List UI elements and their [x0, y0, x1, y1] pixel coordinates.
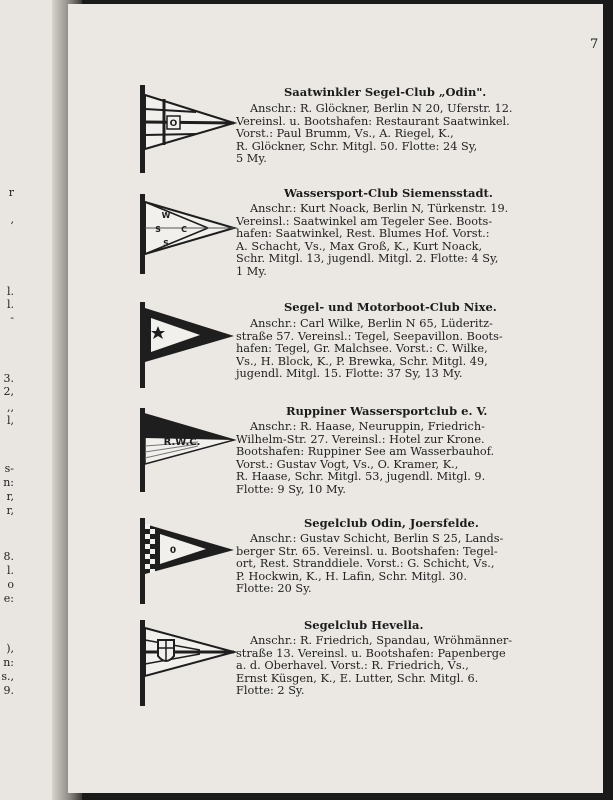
club-details: [236, 318, 532, 381]
page-number: 7: [590, 37, 599, 52]
svg-text:0: 0: [169, 546, 177, 556]
club-detail-line: R. Haase, Schr. Mitgl. 53, jugendl. Mitgl. 9.: [236, 470, 486, 484]
club-detail-line: Flotte: 9 Sy, 10 My.: [236, 482, 347, 496]
club-detail-line: Vereinsl. u. Bootshafen: Restaurant Saatwinkel.: [236, 114, 510, 128]
club-detail-line: Ernst Küsgen, K., E. Lutter, Schr. Mitgl. 6.: [236, 671, 479, 685]
nixe-pennant-icon: [138, 298, 238, 390]
left-margin-char: 8.: [3, 550, 14, 563]
club-detail-line: Vs., H. Block, K., P. Brewka, Schr. Mitgl. 49,: [236, 354, 488, 368]
club-name: Wassersport-Club Siemensstadt.: [284, 186, 493, 200]
left-margin-char: 2,: [3, 385, 14, 398]
left-margin-char: ,: [10, 213, 14, 226]
club-detail-line: hafen: Tegel, Gr. Malchsee. Vorst.: C. Wilke,: [236, 342, 488, 356]
club-detail-line: Bootshafen: Ruppiner See am Wasserbauhof.: [236, 445, 495, 459]
club-detail-line: a. d. Oberhavel. Vorst.: R. Friedrich, Vs.,: [236, 659, 469, 673]
flag-text: R.W.C.: [163, 437, 201, 448]
club-name: Segelclub Hevella.: [304, 618, 424, 632]
left-margin-char: -: [10, 311, 14, 324]
club-detail-line: P. Hockwin, K., H. Lafin, Schr. Mitgl. 30.: [236, 569, 467, 583]
left-margin-char: s-: [4, 462, 14, 475]
club-detail-line: straße 57. Vereinsl.: Tegel, Seepavillon. Boots-: [236, 329, 503, 343]
club-name: Saatwinkler Segel-Club „Odin".: [284, 85, 487, 99]
club-details: [236, 421, 532, 497]
club-name: Segel- und Motorboot-Club Nixe.: [284, 300, 497, 314]
club-detail-line: A. Schacht, Vs., Max Groß, K., Kurt Noack,: [236, 239, 483, 253]
club-detail-line: Anschr.: R. Friedrich, Spandau, Wröhmänner-: [250, 634, 513, 647]
club-details: [236, 103, 532, 166]
left-margin-char: r,: [6, 490, 14, 503]
rwc-pennant-icon: [138, 402, 238, 494]
club-detail-line: Anschr.: Carl Wilke, Berlin N 65, Lüderitz-: [250, 317, 493, 330]
wssc-pennant-icon: [138, 184, 238, 276]
hevella-pennant-icon: [138, 616, 238, 708]
club-name: Ruppiner Wassersportclub e. V.: [286, 404, 488, 418]
left-margin-char: s.,: [1, 670, 14, 683]
left-page-edge: [0, 0, 58, 800]
left-margin-char: l.: [6, 564, 14, 577]
left-margin-char: o: [7, 578, 14, 591]
club-detail-line: Anschr.: Kurt Noack, Berlin N, Türkenstr. 19.: [250, 202, 509, 215]
left-margin-char: n:: [3, 476, 14, 489]
club-detail-line: Anschr.: R. Haase, Neuruppin, Friedrich-: [250, 420, 485, 433]
left-margin-char: l,: [6, 414, 14, 427]
club-detail-line: Schr. Mitgl. 13, jugendl. Mitgl. 2. Flotte: 4 Sy,: [236, 252, 499, 266]
club-detail-line: Vorst.: Gustav Vogt, Vs., O. Kramer, K.,: [236, 457, 459, 471]
club-details: [236, 203, 532, 279]
club-detail-line: ort, Rest. Stranddiele. Vorst.: G. Schicht, Vs.,: [236, 557, 495, 571]
club-detail-line: jugendl. Mitgl. 15. Flotte: 37 Sy, 13 My.: [236, 367, 463, 381]
club-detail-line: Anschr.: R. Glöckner, Berlin N 20, Uferstr. 12.: [250, 102, 513, 115]
book-page: [68, 4, 603, 793]
left-margin-char: r: [8, 186, 14, 199]
club-detail-line: berger Str. 65. Vereinsl. u. Bootshafen: Tegel-: [236, 544, 498, 558]
club-detail-line: Vorst.: Paul Brumm, Vs., A. Riegel, K.,: [236, 127, 454, 141]
club-detail-line: Vereinsl.: Saatwinkel am Tegeler See. Boots-: [236, 214, 493, 228]
left-margin-char: 3.: [3, 372, 14, 385]
club-name: Segelclub Odin, Joersfelde.: [304, 516, 479, 530]
club-detail-line: hafen: Saatwinkel, Rest. Blumes Hof. Vorst.:: [236, 227, 490, 241]
club-detail-line: Wilhelm-Str. 27. Vereinsl.: Hotel zur Krone.: [236, 432, 485, 446]
club-detail-line: straße 13. Vereinsl. u. Bootshafen: Papenberge: [236, 646, 506, 660]
flag-letter: C: [181, 225, 187, 234]
club-detail-line: R. Glöckner, Schr. Mitgl. 50. Flotte: 24 Sy,: [236, 139, 478, 153]
club-detail-line: Anschr.: Gustav Schicht, Berlin S 25, Lands-: [250, 532, 504, 545]
flag-letter: S: [155, 225, 161, 234]
club-detail-line: 5 My.: [236, 152, 267, 166]
odin-joersfelde-pennant-icon: [138, 514, 238, 606]
club-details: [236, 533, 532, 596]
flag-letter: S: [163, 239, 169, 248]
left-margin-char: l.: [6, 285, 14, 298]
left-margin-char: ,,: [7, 401, 14, 414]
left-margin-char: 9.: [3, 684, 14, 697]
flag-letter: W: [161, 211, 171, 220]
club-detail-line: 1 My.: [236, 264, 267, 278]
odin-pennant-icon: [138, 83, 238, 175]
left-margin-char: r,: [6, 504, 14, 517]
left-margin-char: e:: [3, 592, 14, 605]
svg-text:O: O: [169, 119, 178, 129]
left-margin-char: ),: [6, 642, 14, 655]
left-margin-char: n:: [3, 656, 14, 669]
left-margin-char: l.: [6, 298, 14, 311]
club-detail-line: Flotte: 20 Sy.: [236, 582, 312, 596]
club-detail-line: Flotte: 2 Sy.: [236, 684, 305, 698]
club-details: [236, 635, 532, 698]
